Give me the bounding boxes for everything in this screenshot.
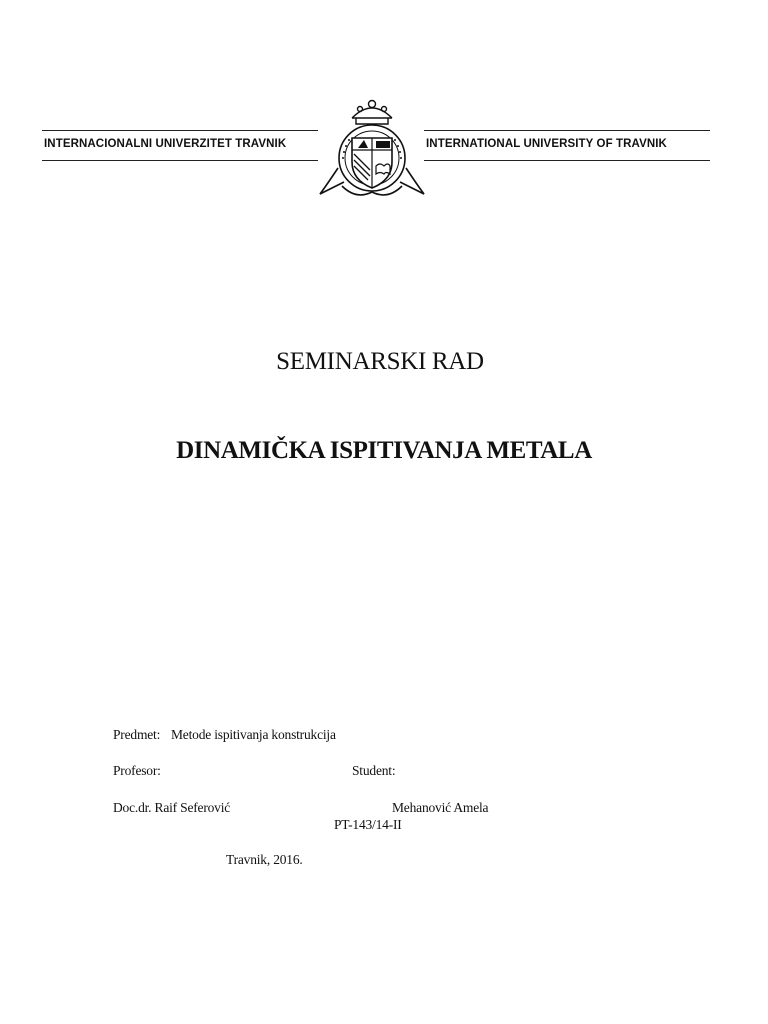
subject-value: Metode ispitivanja konstrukcija bbox=[171, 727, 336, 742]
header-rule-right-bottom bbox=[424, 160, 710, 161]
professor-label: Profesor: bbox=[113, 763, 161, 778]
header-rule-left-bottom bbox=[42, 160, 318, 161]
document-type: SEMINARSKI RAD bbox=[276, 348, 484, 375]
header-rule-right-top bbox=[424, 130, 710, 131]
place-date: Travnik, 2016. bbox=[226, 852, 303, 867]
university-name-local: INTERNACIONALNI UNIVERZITET TRAVNIK bbox=[44, 138, 287, 150]
university-crest-icon bbox=[316, 96, 428, 206]
university-name-english: INTERNATIONAL UNIVERSITY OF TRAVNIK bbox=[426, 138, 667, 150]
document-title: DINAMIČKA ISPITIVANJA METALA bbox=[176, 437, 592, 464]
subject-label: Predmet: bbox=[113, 727, 161, 742]
professor-name: Doc.dr. Raif Seferović bbox=[113, 800, 231, 815]
student-name: Mehanović Amela bbox=[392, 800, 489, 815]
student-id: PT-143/14-II bbox=[334, 817, 402, 832]
header-rule-left-top bbox=[42, 130, 318, 131]
student-label: Student: bbox=[352, 763, 396, 778]
